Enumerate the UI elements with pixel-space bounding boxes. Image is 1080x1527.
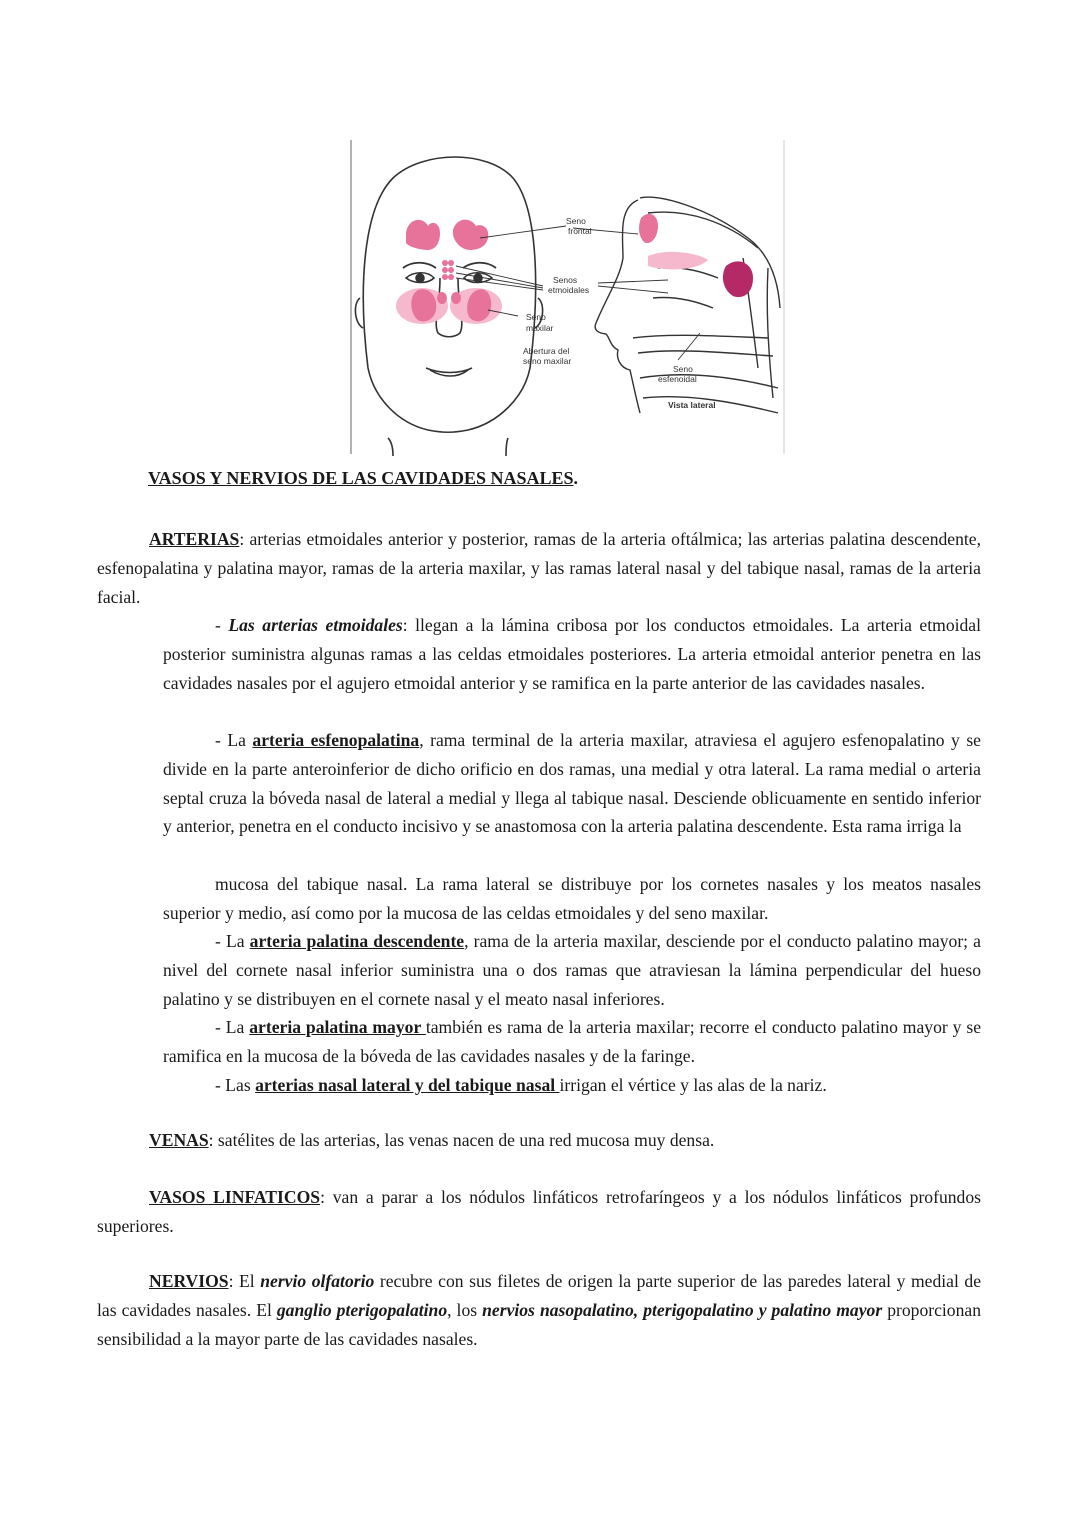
arterias-paragraph: ARTERIAS: arterias etmoidales anterior y posterior, ramas de la arteria oftálmica; las arterias palatina descendente, esfenopalatina y palatina mayor, ramas de la arteria maxilar, y las ramas lateral nasal y del tabique nasal, ramas de la arteria facial. [97, 529, 981, 607]
sinus-illustration [348, 138, 786, 456]
label-abertura-1: Abertura del [523, 346, 570, 356]
label-seno-frontal-2: frontal [568, 226, 592, 236]
lateral-sphenoid-sinus [723, 261, 753, 297]
frontal-sinus-left [406, 220, 440, 250]
palatina-mayor-paragraph: - La arteria palatina mayor también es rama de la arteria maxilar; recorre el conducto palatino mayor y se ramifica en la mucosa de la bóveda de las cavidades nasales y de la faringe. [163, 1017, 982, 1066]
label-seno-frontal-1: Seno [566, 216, 586, 226]
nasal-lateral-paragraph: - Las arterias nasal lateral y del tabique nasal irrigan el vértice y las alas de la nariz. [215, 1075, 827, 1095]
lateral-ethmoid-sinus [648, 252, 708, 269]
label-abertura-2: seno maxilar [523, 356, 572, 366]
lateral-frontal-sinus [639, 214, 658, 243]
section-title: VASOS Y NERVIOS DE LAS CAVIDADES NASALES. [148, 468, 578, 488]
label-vista-lateral: Vista lateral [668, 400, 716, 410]
esfenopalatina-paragraph: - La arteria esfenopalatina, rama terminal de la arteria maxilar, atraviesa el agujero esfenopalatino y se divide en la parte anteroinferior de dicho orificio en dos ramas, una medial y otra lateral. La rama medial o arteria septal cruza la bóveda nasal de lateral a medial y llega al tabique nasal. Desciende oblicuamente en sentido inferior y anterior, penetra en el conducto incisivo y se anastomosa con la arteria palatina descendente. Esta rama irriga la [163, 730, 981, 837]
label-seno-esfenoidal-2: esfenoidal [658, 374, 697, 384]
label-seno-esfenoidal-1: Seno [673, 364, 693, 374]
linfaticos-paragraph: VASOS LINFATICOS: van a parar a los nódulos linfáticos retrofaríngeos y a los nódulos linfáticos profundos superiores. [97, 1187, 981, 1236]
palatina-descendente-paragraph: - La arteria palatina descendente, rama de la arteria maxilar, desciende por el conducto palatino mayor; a nivel del cornete nasal inferior suministra una o dos ramas que atraviesan la lámina perpendicular del hueso palatino y se distribuyen en el cornete nasal y el meato nasal inferiores. [163, 931, 981, 1009]
esfenopalatina-continuation: mucosa del tabique nasal. La rama lateral se distribuye por los cornetes nasales y los meatos nasales superior y medio, así como por la mucosa de las celdas etmoidales y del seno maxilar. [163, 874, 981, 923]
label-seno-maxilar-2: maxilar [526, 323, 554, 333]
front-head-drawing [355, 157, 542, 456]
nervios-paragraph: NERVIOS: El nervio olfatorio recubre con sus filetes de origen la parte superior de las paredes lateral y medial de las cavidades nasales. El ganglio pterigopalatino, los nervios nasopalatino, pterigopalatino y palatino mayor proporcionan sensibilidad a la mayor parte de las cavidades nasales. [97, 1271, 982, 1349]
etmoidales-paragraph: - Las arterias etmoidales: llegan a la lámina cribosa por los conductos etmoidales. La arteria etmoidal posterior suministra algunas ramas a las celdas etmoidales posteriores. La arteria etmoidal anterior penetra en las cavidades nasales por el agujero etmoidal anterior y se ramifica en la parte anterior de las cavidades nasales. [163, 615, 981, 693]
frontal-sinus-right [453, 220, 488, 250]
label-senos-etmoidales-2: etmoidales [548, 285, 590, 295]
venas-paragraph: VENAS: satélites de las arterias, las venas nacen de una red mucosa muy densa. [149, 1130, 715, 1150]
ethmoid-sinuses [442, 260, 454, 280]
label-senos-etmoidales-1: Senos [553, 275, 578, 285]
label-seno-maxilar-1: Seno [526, 312, 546, 322]
